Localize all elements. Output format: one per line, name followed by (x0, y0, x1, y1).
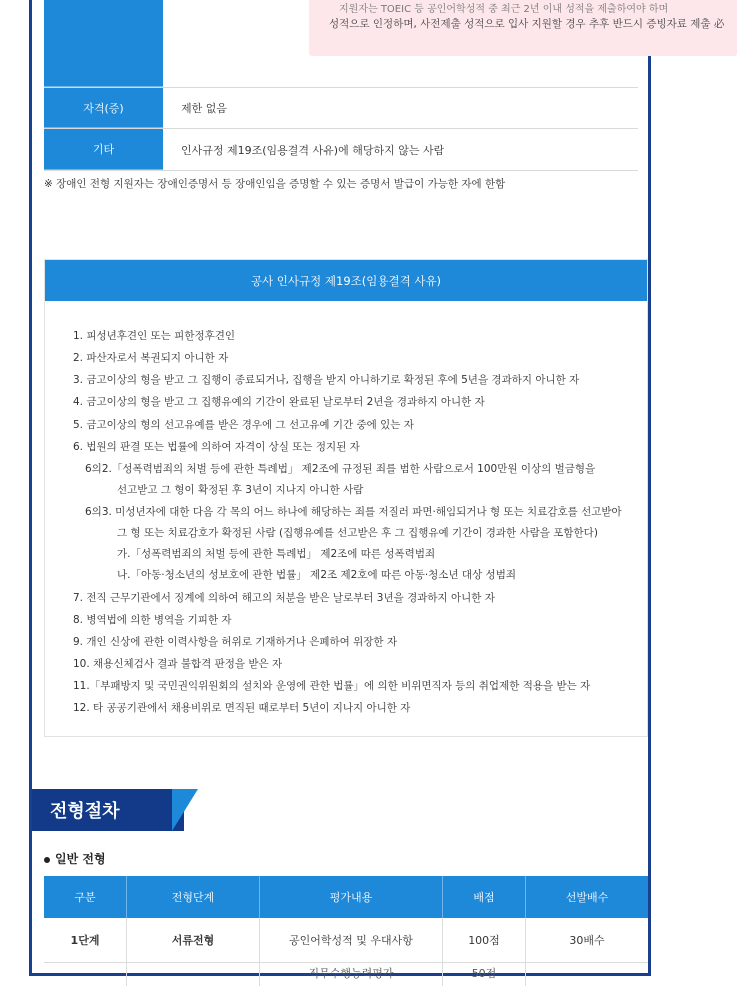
rules-title: 공사 인사규정 제19조(임용결격 사유) (45, 260, 647, 301)
language-note-line2: 성적으로 인정하며, 사전제출 성적으로 입사 지원할 경우 추후 반드시 증빙자료 제출 必 (329, 18, 725, 30)
subheading (44, 850, 106, 867)
qualification-header-license: 자격(증) (44, 88, 163, 128)
table-cell: 50점 (443, 963, 526, 987)
table-cell (526, 963, 649, 987)
table-cell: 100점 (443, 918, 526, 963)
qualification-value-language (163, 0, 725, 87)
qualification-header-etc: 기타 (44, 129, 163, 170)
qualification-row-language (44, 0, 725, 88)
bullet-icon (44, 857, 50, 863)
table-row (44, 963, 648, 987)
rule-item: 가.「성폭력범죄의 처벌 등에 관한 특례법」 제2조에 따른 성폭력범죄 (117, 548, 436, 560)
language-note-line1: 지원자는 TOEIC 등 공인어학성적 중 최근 2년 이내 성적을 제출하여야 하며 (339, 4, 669, 15)
column-header: 평가내용 (260, 876, 443, 918)
qualification-row-etc (44, 129, 638, 171)
table-cell: 1단계 (44, 918, 127, 963)
rule-item: 그 형 또는 치료감호가 확정된 사람 (집행유예를 선고받은 후 그 집행유예 기간이 경과한 사람을 포함한다) (117, 527, 598, 539)
qualification-header-blank (44, 0, 163, 87)
qualification-value-etc: 인사규정 제19조(임용결격 사유)에 해당하지 않는 사람 (181, 143, 445, 157)
subheading-text: 일반 전형 (55, 852, 106, 866)
table-cell: 30배수 (526, 918, 649, 963)
rule-item: 6. 법원의 판결 또는 법률에 의하여 자격이 상실 또는 정지된 자 (73, 441, 360, 453)
column-header: 구분 (44, 876, 127, 918)
table-cell (44, 963, 127, 987)
qualification-table (44, 0, 725, 171)
rule-item: 2. 파산자로서 복권되지 아니한 자 (73, 352, 229, 364)
qualification-row-license (44, 88, 638, 129)
table-cell (127, 963, 260, 987)
language-note-box (309, 0, 737, 56)
procedure-header-row (44, 876, 648, 918)
table-row (44, 918, 648, 963)
rule-item: 4. 금고이상의 형을 받고 그 집행유예의 기간이 완료된 날로부터 2년을 경과하지 아니한 자 (73, 396, 485, 408)
content-frame (29, 0, 725, 980)
rule-item: 12. 타 공공기관에서 채용비위로 면직된 때로부터 5년이 지나지 아니한 자 (73, 702, 411, 714)
rule-item: 6의2.「성폭력범죄의 처벌 등에 관한 특례법」 제2조에 규정된 죄를 범한 사람으로서 100만원 이상의 벌금형을 (85, 463, 596, 475)
rule-item: 5. 금고이상의 형의 선고유예를 받은 경우에 그 선고유예 기간 중에 있는 자 (73, 419, 414, 431)
rule-item: 선고받고 그 형이 확정된 후 3년이 지나지 아니한 사람 (117, 484, 364, 496)
rule-item: 9. 개인 신상에 관한 이력사항을 허위로 기재하거나 은폐하여 위장한 자 (73, 636, 398, 648)
table-cell: 직무수행능력평가 (260, 963, 443, 987)
table-cell: 서류전형 (127, 918, 260, 963)
rule-item: 8. 병역법에 의한 병역을 기피한 자 (73, 614, 232, 626)
procedure-table (44, 876, 648, 986)
column-header: 선발배수 (526, 876, 649, 918)
column-header: 전형단계 (127, 876, 260, 918)
table-cell: 공인어학성적 및 우대사항 (260, 918, 443, 963)
disability-footnote: ※ 장애인 전형 지원자는 장애인증명서 등 장애인임을 증명할 수 있는 증명서 발급이 가능한 자에 한함 (44, 178, 506, 190)
rule-item: 나.「아동·청소년의 성보호에 관한 법률」 제2조 제2호에 따른 아동·청소년 대상 성범죄 (117, 569, 516, 581)
disqualification-rules-box (44, 259, 648, 737)
section-title: 전형절차 (50, 801, 120, 822)
rule-item: 7. 전직 근무기관에서 징계에 의하여 해고의 처분을 받은 날로부터 3년을 경과하지 아니한 자 (73, 592, 495, 604)
rule-item: 11.「부패방지 및 국민권익위원회의 설치와 운영에 관한 법률」에 의한 비위면직자 등의 취업제한 적용을 받는 자 (73, 680, 591, 692)
banner-slant-accent (172, 789, 198, 831)
rule-item: 1. 피성년후견인 또는 피한정후견인 (73, 330, 236, 342)
rule-item: 10. 채용신체검사 결과 불합격 판정을 받은 자 (73, 658, 283, 670)
section-banner (32, 789, 207, 831)
rule-item: 3. 금고이상의 형을 받고 그 집행이 종료되거나, 집행을 받지 아니하기로 확정된 후에 5년을 경과하지 아니한 자 (73, 374, 580, 386)
column-header: 배점 (443, 876, 526, 918)
rule-item: 6의3. 미성년자에 대한 다음 각 목의 어느 하나에 해당하는 죄를 저질러 파면·해임되거나 형 또는 치료감호를 선고받아 (85, 506, 622, 518)
qualification-value-license: 제한 없음 (181, 102, 228, 115)
